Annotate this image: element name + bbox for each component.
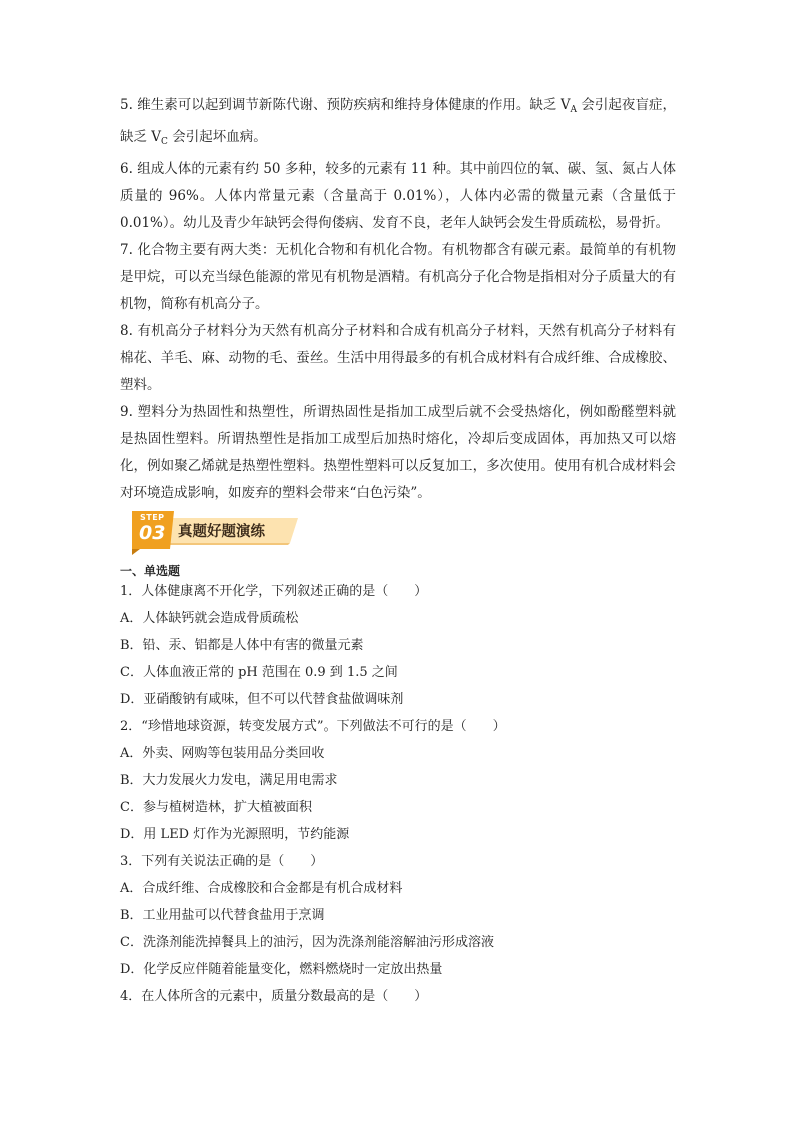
note-item: 7. 化合物主要有两大类：无机化合物和有机化合物。有机物都含有碳元素。最简单的有机物是甲烷，可以充当绿色能源的常见有机物是酒精。有机高分子化合物是指相对分子质量大的有机物，简称有机高分子。 (120, 242, 676, 312)
note-item (120, 92, 676, 156)
question-line: 2．“珍惜地球资源，转变发展方式”。下列做法不可行的是（ ） (120, 719, 506, 734)
subscript-c: C (161, 137, 168, 147)
option-line: A．人体缺钙就会造成骨质疏松 (120, 611, 299, 626)
note-item: 6. 组成人体的元素有约 50 多种，较多的元素有 11 种。其中前四位的氧、碳、氢、氮占人体质量的 96%。人体内常量元素（含量高于 0.01%），人体内必需的微量元素（含量低于 0.01%）。幼儿及青少年缺钙会得佝偻病、发育不良，老年人缺钙会发生骨质疏松，易骨折。 (120, 161, 676, 231)
option-line: C．人体血液正常的 pH 范围在 0.9 到 1.5 之间 (120, 665, 398, 680)
note-text: 5. 维生素可以起到调节新陈代谢、预防疾病和维持身体健康的作用。缺乏 V (120, 97, 571, 113)
option-line: B．大力发展火力发电，满足用电需求 (120, 773, 338, 788)
option-line: C．洗涤剂能洗掉餐具上的油污，因为洗涤剂能溶解油污形成溶液 (120, 935, 494, 950)
question-line: 3．下列有关说法正确的是（ ） (120, 854, 324, 869)
note-item: 9. 塑料分为热固性和热塑性，所谓热固性是指加工成型后就不会受热熔化，例如酚醛塑料就是热固性塑料。所谓热塑性是指加工成型后加热时熔化，冷却后变成固体，再加热又可以熔化，例如聚乙烯就是热塑性塑料。热塑性塑料可以反复加工，多次使用。使用有机合成材料会对环境造成影响，如废弃的塑料会带来“白色污染”。 (120, 404, 676, 501)
note-text: 会引起坏血病。 (167, 129, 267, 145)
note-item: 8. 有机高分子材料分为天然有机高分子材料和合成有机高分子材料，天然有机高分子材料有棉花、羊毛、麻、动物的毛、蚕丝。生活中用得最多的有机合成材料有合成纤维、合成橡胶、塑料。 (120, 323, 676, 393)
section-heading: 一、单选题 (120, 564, 181, 578)
question-list (120, 578, 676, 1010)
option-line: D．亚硝酸钠有咸味，但不可以代替食盐做调味剂 (120, 692, 404, 707)
banner-title: 真题好题演练 (178, 524, 265, 540)
option-line: D．用 LED 灯作为光源照明，节约能源 (120, 827, 350, 842)
option-line: D．化学反应伴随着能量变化，燃料燃烧时一定放出热量 (120, 962, 443, 977)
question-line: 1．人体健康离不开化学，下列叙述正确的是（ ） (120, 584, 428, 599)
option-line: B．铅、汞、铝都是人体中有害的微量元素 (120, 638, 364, 653)
option-line: C．参与植树造林，扩大植被面积 (120, 800, 312, 815)
step-banner (130, 509, 300, 555)
step-label: STEP (140, 513, 165, 522)
option-line: B．工业用盐可以代替食盐用于烹调 (120, 908, 325, 923)
question-line: 4．在人体所含的元素中，质量分数最高的是（ ） (120, 989, 428, 1004)
note-text: 会引起夜盲症，缺乏 V (120, 97, 676, 145)
step-number: 03 (139, 522, 166, 544)
option-line: A．外卖、网购等包装用品分类回收 (120, 746, 325, 761)
knowledge-notes (120, 92, 676, 507)
option-line: A．合成纤维、合成橡胶和合金都是有机合成材料 (120, 881, 403, 896)
subscript-a: A (570, 105, 578, 115)
